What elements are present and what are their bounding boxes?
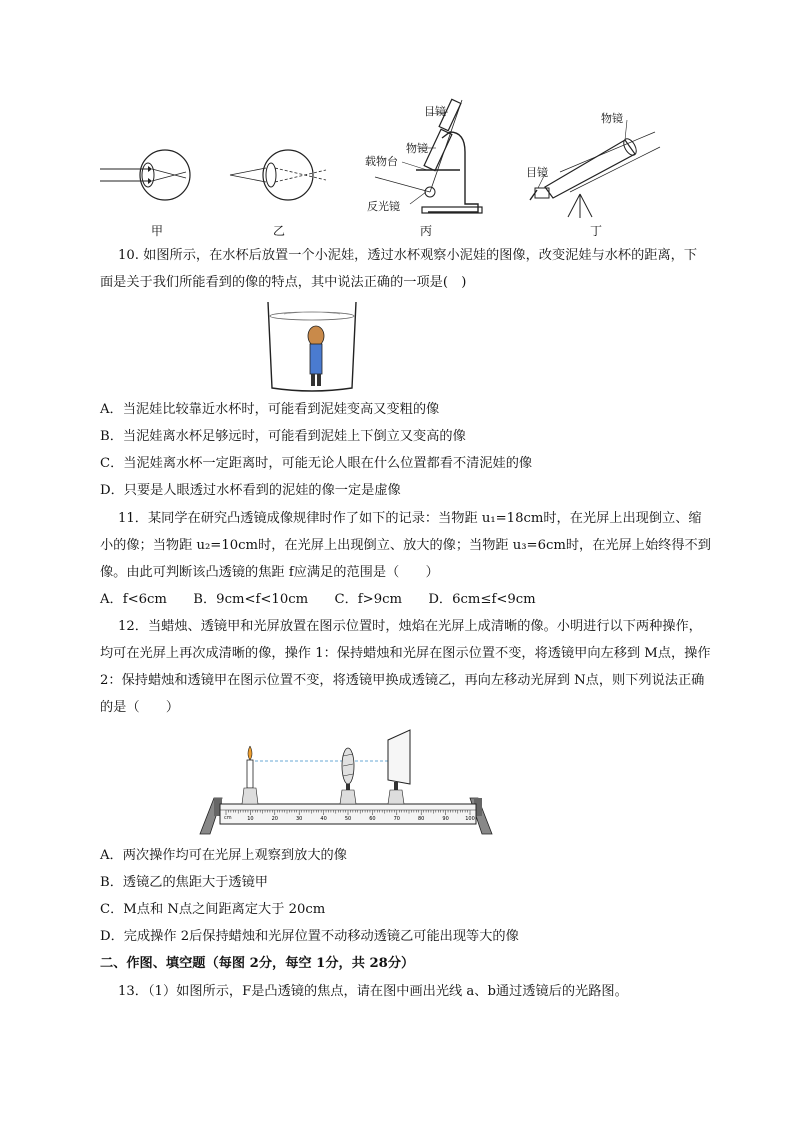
figure-label-ding: 丁 (590, 224, 603, 238)
q12-stem-2: 均可在光屏上再次成清晰的像，操作 1：保持蜡烛和光屏在图示位置不变，将透镜甲向左移到 M点，操作 (100, 646, 711, 661)
q10-stem-1: 10. 如图所示，在水杯后放置一个小泥娃，透过水杯观察小泥娃的图像，改变泥娃与水杯的距离，下 (118, 248, 698, 263)
ruler-tick-label: 90 (442, 816, 449, 822)
ruler-tick-label: 100 (465, 816, 475, 822)
q12-stem-4: 的是（ ） (100, 700, 180, 715)
q10-option-d: D．只要是人眼透过水杯看到的泥娃的像一定是虚像 (100, 483, 401, 498)
label-objective: 物镜 (406, 142, 428, 155)
ruler-tick-label: 60 (369, 816, 376, 822)
q10-stem-2: 面是关于我们所能看到的像的特点，其中说法正确的一项是( ) (100, 275, 467, 290)
q10-option-b: B．当泥娃离水杯足够远时，可能看到泥娃上下倒立又变高的像 (100, 429, 466, 444)
ruler-tick-label: 10 (247, 816, 254, 822)
section-2-heading: 二、作图、填空题（每图 2分，每空 1分，共 28分） (100, 956, 415, 971)
q12-option-c: C．M点和 N点之间距离定大于 20cm (100, 902, 326, 917)
eye-diagram-jia (100, 150, 190, 200)
q11-stem-3: 像。由此可判断该凸透镜的焦距 f应满足的范围是（ ） (100, 565, 439, 580)
figure-label-jia: 甲 (151, 224, 164, 238)
ruler-tick-label: 80 (418, 816, 425, 822)
ruler-unit: cm (224, 815, 232, 821)
eye-diagram-yi (230, 150, 326, 200)
light-screen (388, 730, 410, 804)
q10-option-a: A．当泥娃比较靠近水杯时，可能看到泥娃变高又变粗的像 (100, 402, 440, 417)
ruler-tick-label: 40 (320, 816, 327, 822)
q12-option-d: D．完成操作 2后保持蜡烛和光屏位置不动移动透镜乙可能出现等大的像 (100, 929, 519, 944)
figure-label-bing: 丙 (420, 224, 433, 238)
q11-stem-2: 小的像；当物距 u₂=10cm时，在光屏上出现倒立、放大的像；当物距 u₃=6cm时，在光屏上始终得不到 (100, 538, 711, 553)
ruler-tick-label: 20 (271, 816, 278, 822)
q12-option-a: A．两次操作均可在光屏上观察到放大的像 (100, 848, 347, 863)
q10-option-c: C．当泥娃离水杯一定距离时，可能无论人眼在什么位置都看不清泥娃的像 (100, 456, 533, 471)
q12-stem-3: 2：保持蜡烛和透镜甲在图示位置不变，将透镜甲换成透镜乙，再向左移动光屏到 N点，则下列说法正确 (100, 673, 705, 688)
telescope-diagram (530, 120, 660, 218)
ruler-tick-label: 50 (344, 816, 352, 822)
q11-options: A．f<6cm B．9cm<f<10cm C．f>9cm D．6cm≤f<9cm (100, 592, 536, 607)
water-glass-figure (264, 298, 360, 394)
candle (242, 746, 258, 804)
optical-bench-figure (196, 726, 496, 838)
lens-jia (340, 748, 356, 804)
label-stage: 载物台 (365, 155, 398, 168)
label-telescope-objective: 物镜 (601, 112, 623, 125)
q13-stem: 13．（1）如图所示，F是凸透镜的焦点，请在图中画出光线 a、b通过透镜后的光路图。 (118, 984, 628, 999)
label-telescope-eyepiece: 目镜 (526, 166, 548, 179)
ruler-tick-label: 70 (393, 816, 400, 822)
figure-label-yi: 乙 (273, 224, 286, 238)
ruler-tick-label: 30 (296, 816, 303, 822)
q12-stem-1: 12．当蜡烛、透镜甲和光屏放置在图示位置时，烛焰在光屏上成清晰的像。小明进行以下两种操作， (118, 619, 702, 634)
q11-stem-1: 11．某同学在研究凸透镜成像规律时作了如下的记录：当物距 u₁=18cm时，在光屏上出现倒立、缩 (118, 511, 702, 526)
q12-option-b: B．透镜乙的焦距大于透镜甲 (100, 875, 268, 890)
label-eyepiece: 目镜 (424, 105, 446, 118)
label-mirror: 反光镜 (367, 200, 400, 213)
